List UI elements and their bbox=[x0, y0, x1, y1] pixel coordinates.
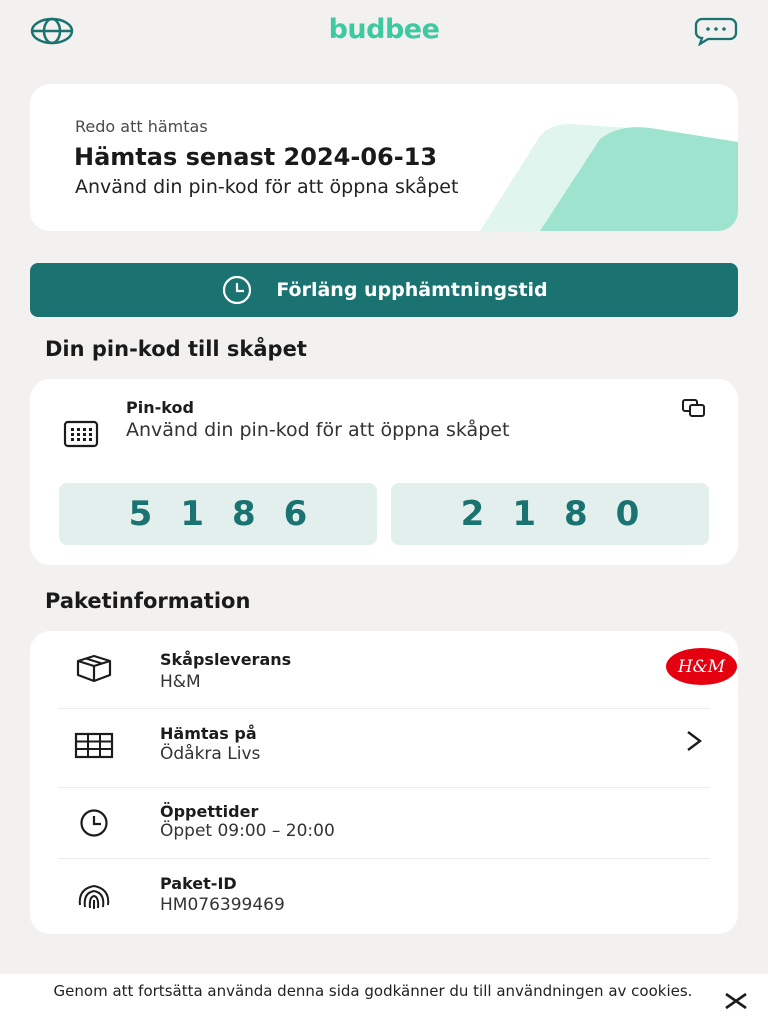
pin-code-card bbox=[30, 379, 738, 565]
pickup-location-title: Hämtas på bbox=[160, 724, 257, 743]
delivery-type-row bbox=[58, 631, 726, 708]
opening-hours-row bbox=[58, 788, 710, 858]
pin-section-heading: Din pin-kod till skåpet bbox=[45, 337, 307, 361]
opening-hours-value: Öppet 09:00 – 20:00 bbox=[160, 821, 335, 841]
pickup-location-row[interactable] bbox=[58, 709, 710, 787]
package-box-icon bbox=[72, 653, 116, 683]
package-id-row bbox=[58, 859, 710, 934]
locker-grid-icon bbox=[72, 731, 116, 761]
pin-code-description: Använd din pin-kod för att öppna skåpet bbox=[126, 419, 510, 441]
package-info-card bbox=[30, 631, 738, 934]
extend-pickup-label: Förläng upphämtningstid bbox=[276, 279, 548, 301]
chevron-right-icon[interactable] bbox=[682, 729, 706, 753]
keypad-icon bbox=[62, 419, 100, 449]
clock-icon bbox=[72, 808, 116, 838]
chat-bubble-icon[interactable] bbox=[694, 16, 738, 46]
pickup-status-card bbox=[30, 84, 738, 231]
fingerprint-icon bbox=[72, 881, 116, 911]
delivery-type-value: H&M bbox=[160, 672, 201, 692]
pin-code-label: Pin-kod bbox=[126, 398, 194, 417]
pickup-deadline-title: Hämtas senast 2024-06-13 bbox=[74, 143, 438, 171]
package-id-value: HM076399469 bbox=[160, 895, 285, 915]
cookie-consent-bar bbox=[0, 974, 768, 1024]
package-id-title: Paket-ID bbox=[160, 874, 237, 893]
hm-logo-badge: H&M bbox=[666, 648, 737, 685]
pin-code-part-1: 5186 bbox=[59, 483, 377, 545]
package-info-heading: Paketinformation bbox=[45, 589, 251, 613]
pickup-location-value: Ödåkra Livs bbox=[160, 744, 261, 764]
delivery-type-title: Skåpsleverans bbox=[160, 650, 292, 669]
opening-hours-title: Öppettider bbox=[160, 802, 259, 821]
close-icon[interactable] bbox=[723, 991, 749, 1011]
pin-code-part-2: 2180 bbox=[391, 483, 709, 545]
top-bar bbox=[0, 0, 768, 62]
status-label: Redo att hämtas bbox=[75, 117, 208, 136]
clock-icon bbox=[220, 273, 254, 307]
cookie-consent-text: Genom att fortsätta använda denna sida godkänner du till användningen av cookies. bbox=[53, 982, 693, 1000]
status-description: Använd din pin-kod för att öppna skåpet bbox=[75, 176, 459, 198]
budbee-logo: budbee bbox=[328, 14, 440, 45]
copy-icon[interactable] bbox=[680, 398, 710, 418]
extend-pickup-button[interactable] bbox=[30, 263, 738, 317]
